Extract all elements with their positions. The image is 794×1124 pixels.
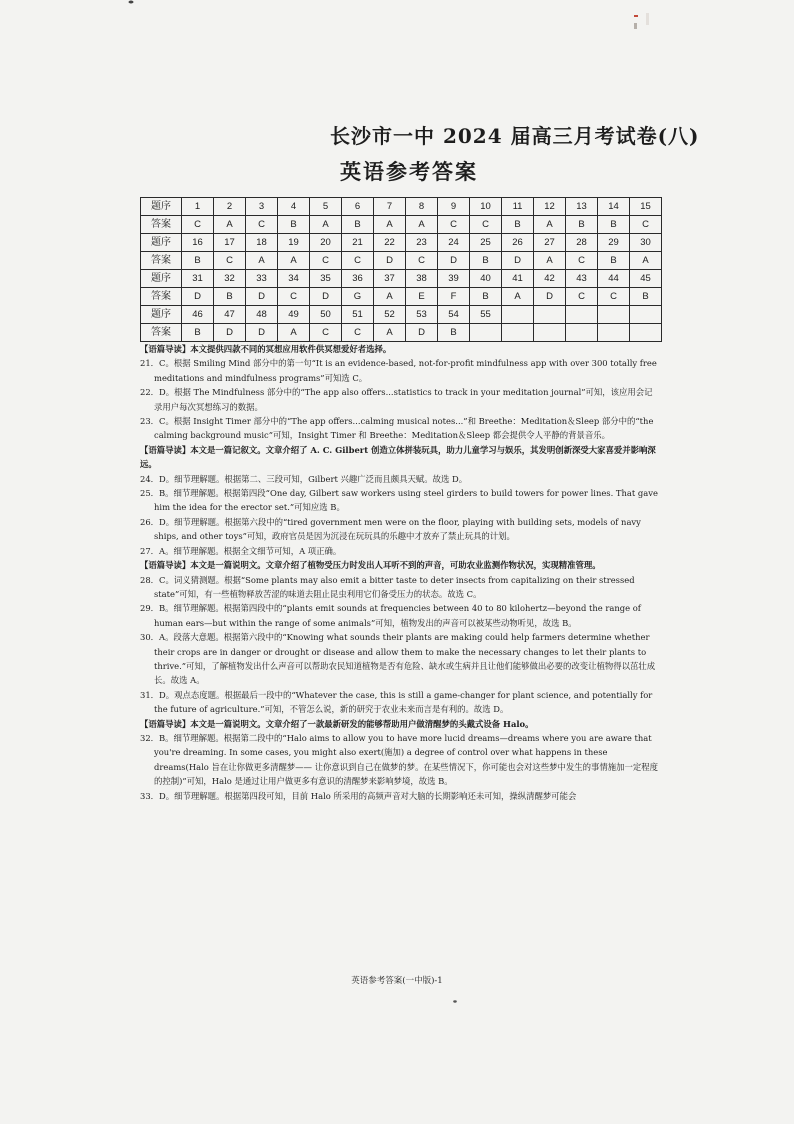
answer-cell: C xyxy=(438,216,470,234)
question-number-cell: 4 xyxy=(278,198,310,216)
passage-guide: 【语篇导读】本文提供四款不同的冥想应用软件供冥想爱好者选择。 xyxy=(140,344,392,354)
question-number-cell: 38 xyxy=(406,270,438,288)
answer-explanation: 32．B。细节理解题。根据第二段中的“Halo aims to allow you to have more lucid dreams—dreams where you are aware that you're dreaming. In some cases, you might also exert(施加) a degree of control over what happens in these dreams(Halo 旨在让你做更多清醒梦—— 让你意识到自己在做梦的梦。在某些情况下，你可能也会对这些梦中发生的事情施加一定程度的控制)”可知，Halo 是通过让用户做更多有意识的清醒梦来影响梦境，故选 B。 xyxy=(140,732,659,787)
question-number-cell: 1 xyxy=(182,198,214,216)
answer-row xyxy=(141,324,662,342)
question-number-cell: 54 xyxy=(438,306,470,324)
answer-explanation: 26．D。细节理解题。根据第六段中的“tired government men were on the floor, playing with building sets, models of navy ships, and other toys”可知，政府官员是因为沉浸在玩玩具的乐趣中才放弃了禁止玩具的计划。 xyxy=(140,516,641,542)
answer-cell: A xyxy=(374,216,406,234)
answer-cell: C xyxy=(470,216,502,234)
scan-mark-icon xyxy=(128,0,134,4)
answer-cell xyxy=(502,324,534,342)
question-number-cell: 35 xyxy=(310,270,342,288)
question-number-cell: 21 xyxy=(342,234,374,252)
question-number-cell: 22 xyxy=(374,234,406,252)
answer-cell: D xyxy=(438,252,470,270)
answer-cell: C xyxy=(566,288,598,306)
question-number-cell: 33 xyxy=(246,270,278,288)
answer-cell: D xyxy=(534,288,566,306)
answer-cell: G xyxy=(342,288,374,306)
row-label-answer: 答案 xyxy=(141,288,182,306)
question-number-cell: 37 xyxy=(374,270,406,288)
answer-cell: F xyxy=(438,288,470,306)
answer-cell: D xyxy=(502,252,534,270)
question-number-cell: 32 xyxy=(214,270,246,288)
question-number-cell: 51 xyxy=(342,306,374,324)
question-number-cell: 39 xyxy=(438,270,470,288)
question-number-cell: 45 xyxy=(630,270,662,288)
row-label-question: 题序 xyxy=(141,306,182,324)
answer-cell: C xyxy=(406,252,438,270)
answer-cell: A xyxy=(534,216,566,234)
corner-stamp-icon xyxy=(632,12,654,32)
answer-cell: B xyxy=(438,324,470,342)
answer-row xyxy=(141,216,662,234)
question-number-cell: 44 xyxy=(598,270,630,288)
answer-cell: A xyxy=(246,252,278,270)
question-number-cell: 49 xyxy=(278,306,310,324)
answer-explanation: 30．A。段落大意题。根据第六段中的“Knowing what sounds their plants are making could help farmers determine whether their crops are in danger or drought or disease and allow them to make the necessary changes to let their plants to thrive.”可知，了解植物发出什么声音可以帮助农民知道植物是否有危险、缺水或生病并且让他们能够做出必要的改变让植物得以茁壮成长。故选 A。 xyxy=(140,632,656,686)
answer-cell: B xyxy=(470,288,502,306)
answer-cell: C xyxy=(310,252,342,270)
page-footer: 英语参考答案(一中版)-1 xyxy=(351,976,443,986)
answer-cell: A xyxy=(310,216,342,234)
question-number-cell: 7 xyxy=(374,198,406,216)
question-number-cell: 26 xyxy=(502,234,534,252)
answer-table xyxy=(140,197,662,342)
answer-cell xyxy=(630,324,662,342)
question-number-row xyxy=(141,234,662,252)
question-number-cell: 2 xyxy=(214,198,246,216)
question-number-cell: 40 xyxy=(470,270,502,288)
question-number-cell: 52 xyxy=(374,306,406,324)
question-number-cell: 10 xyxy=(470,198,502,216)
passage-guide: 【语篇导读】本文是一篇说明文。文章介绍了一款最新研发的能够帮助用户做清醒梦的头戴式设备 Halo。 xyxy=(140,718,534,729)
answer-cell: A xyxy=(406,216,438,234)
answer-explanation: 25．B。细节理解题。根据第四段“One day, Gilbert saw workers using steel girders to build towers for power lines. That gave him the idea for the erector set.”可知应选 B。 xyxy=(140,488,658,513)
question-number-cell: 27 xyxy=(534,234,566,252)
answer-explanation: 21．C。根据 Smiling Mind 部分中的第一句“It is an evidence-based, not-for-profit mindfulness app with over 300 totally free meditations and mindfulness programs”可知选 C。 xyxy=(140,358,657,383)
answer-cell xyxy=(534,324,566,342)
answer-cell: D xyxy=(310,288,342,306)
row-label-answer: 答案 xyxy=(141,324,182,342)
answer-explanation: 23．C。根据 Insight Timer 部分中的“The app offers...calming musical notes...”和 Breethe：Meditation＆Sleep 部分中的“the calming background music”可知，Insight Timer 和 Breethe：Meditation＆Sleep 都会提供令人平静的背景音乐。 xyxy=(140,416,654,441)
answer-cell: D xyxy=(214,324,246,342)
question-number-cell xyxy=(630,306,662,324)
answer-key-subtitle: 英语参考答案 xyxy=(340,159,478,184)
row-label-question: 题序 xyxy=(141,270,182,288)
question-number-cell: 42 xyxy=(534,270,566,288)
question-number-cell: 55 xyxy=(470,306,502,324)
question-number-cell: 28 xyxy=(566,234,598,252)
answer-cell: A xyxy=(374,324,406,342)
answer-explanation: 28．C。词义猜测题。根据“Some plants may also emit a bitter taste to deter insects from capitalizing on their stressed state”可知，有一些植物释放苦涩的味道去阻止昆虫利用它们备受压力的状态。故选 C。 xyxy=(140,574,635,599)
answer-cell: C xyxy=(342,252,374,270)
question-number-cell: 12 xyxy=(534,198,566,216)
answer-cell: B xyxy=(566,216,598,234)
question-number-cell: 25 xyxy=(470,234,502,252)
question-number-cell: 50 xyxy=(310,306,342,324)
question-number-cell: 15 xyxy=(630,198,662,216)
question-number-cell: 31 xyxy=(182,270,214,288)
answer-explanation: 24．D。细节理解题。根据第二、三段可知，Gilbert 兴趣广泛而且颇具天赋。故选 D。 xyxy=(140,473,468,484)
answer-cell: C xyxy=(566,252,598,270)
explanation-section xyxy=(140,342,660,803)
answer-explanation: 29．B。细节理解题。根据第四段中的“plants emit sounds at frequencies between 40 to 80 kilohertz—beyond the range of human ears—but within the range of some animals”可知，植物发出的声音可以被某些动物听见，故选 B。 xyxy=(140,603,641,628)
question-number-cell: 48 xyxy=(246,306,278,324)
question-number-cell: 24 xyxy=(438,234,470,252)
row-label-answer: 答案 xyxy=(141,216,182,234)
answer-cell xyxy=(598,324,630,342)
answer-cell: A xyxy=(534,252,566,270)
question-number-cell: 18 xyxy=(246,234,278,252)
answer-cell: A xyxy=(278,324,310,342)
exam-title: 长沙市一中 2024 届高三月考试卷(八) xyxy=(330,124,700,148)
answer-cell: B xyxy=(598,216,630,234)
scan-speck-icon xyxy=(453,1000,457,1003)
question-number-cell: 30 xyxy=(630,234,662,252)
answer-cell: B xyxy=(630,288,662,306)
answer-cell: E xyxy=(406,288,438,306)
question-number-cell: 19 xyxy=(278,234,310,252)
answer-explanation: 22．D。根据 The Mindfulness 部分中的“The app also offers...statistics to track in your meditation journal”可知，该应用会记录用户每次冥想练习的数据。 xyxy=(140,387,653,412)
passage-guide: 【语篇导读】本文是一篇记叙文。文章介绍了 A. C. Gilbert 创造立体拼装玩具，助力儿童学习与娱乐，其发明创新深受大家喜爱并影响深远。 xyxy=(140,444,656,470)
answer-cell: B xyxy=(214,288,246,306)
answer-cell: D xyxy=(182,288,214,306)
answer-cell: C xyxy=(182,216,214,234)
question-number-cell: 13 xyxy=(566,198,598,216)
answer-cell: D xyxy=(246,288,278,306)
question-number-cell: 34 xyxy=(278,270,310,288)
answer-cell: B xyxy=(182,252,214,270)
answer-cell: B xyxy=(342,216,374,234)
answer-cell xyxy=(566,324,598,342)
row-label-answer: 答案 xyxy=(141,252,182,270)
answer-cell: C xyxy=(214,252,246,270)
question-number-cell: 23 xyxy=(406,234,438,252)
answer-cell: B xyxy=(502,216,534,234)
answer-row xyxy=(141,288,662,306)
answer-explanation: 31．D。观点态度题。根据最后一段中的“Whatever the case, this is still a game-changer for plant science, and potentially for the future of agriculture.”可知，不管怎么说，新的研究于农业未来而言是有利的。故选 D。 xyxy=(140,689,653,715)
question-number-cell: 41 xyxy=(502,270,534,288)
passage-guide: 【语篇导读】本文是一篇说明文。文章介绍了植物受压力时发出人耳听不到的声音，可助农业监测作物状况，实现精准管理。 xyxy=(140,560,601,571)
question-number-row xyxy=(141,306,662,324)
answer-cell xyxy=(470,324,502,342)
question-number-cell: 36 xyxy=(342,270,374,288)
answer-cell: C xyxy=(246,216,278,234)
answer-cell: A xyxy=(214,216,246,234)
question-number-row xyxy=(141,270,662,288)
question-number-cell: 9 xyxy=(438,198,470,216)
question-number-cell xyxy=(566,306,598,324)
answer-explanation: 33．D。细节理解题。根据第四段可知，目前 Halo 所采用的高频声音对大脑的长期影响还未可知，操纵清醒梦可能会 xyxy=(140,790,577,801)
question-number-cell xyxy=(502,306,534,324)
answer-cell: B xyxy=(470,252,502,270)
row-label-question: 题序 xyxy=(141,234,182,252)
question-number-cell: 6 xyxy=(342,198,374,216)
question-number-row xyxy=(141,198,662,216)
answer-cell: A xyxy=(502,288,534,306)
question-number-cell: 11 xyxy=(502,198,534,216)
question-number-cell: 53 xyxy=(406,306,438,324)
question-number-cell: 46 xyxy=(182,306,214,324)
answer-cell: A xyxy=(374,288,406,306)
question-number-cell xyxy=(534,306,566,324)
answer-cell: A xyxy=(278,252,310,270)
answer-cell: C xyxy=(342,324,374,342)
answer-cell: C xyxy=(630,216,662,234)
question-number-cell: 3 xyxy=(246,198,278,216)
question-number-cell: 29 xyxy=(598,234,630,252)
answer-cell: D xyxy=(246,324,278,342)
answer-cell: C xyxy=(598,288,630,306)
question-number-cell: 5 xyxy=(310,198,342,216)
answer-cell: D xyxy=(374,252,406,270)
row-label-question: 题序 xyxy=(141,198,182,216)
answer-cell: A xyxy=(630,252,662,270)
answer-cell: B xyxy=(598,252,630,270)
question-number-cell: 43 xyxy=(566,270,598,288)
question-number-cell: 47 xyxy=(214,306,246,324)
answer-cell: B xyxy=(182,324,214,342)
question-number-cell: 14 xyxy=(598,198,630,216)
answer-cell: C xyxy=(310,324,342,342)
answer-cell: C xyxy=(278,288,310,306)
question-number-cell: 17 xyxy=(214,234,246,252)
answer-cell: D xyxy=(406,324,438,342)
answer-cell: B xyxy=(278,216,310,234)
question-number-cell: 16 xyxy=(182,234,214,252)
question-number-cell xyxy=(598,306,630,324)
answer-row xyxy=(141,252,662,270)
question-number-cell: 20 xyxy=(310,234,342,252)
question-number-cell: 8 xyxy=(406,198,438,216)
answer-explanation: 27．A。细节理解题。根据全文细节可知，A 项正确。 xyxy=(140,545,342,556)
